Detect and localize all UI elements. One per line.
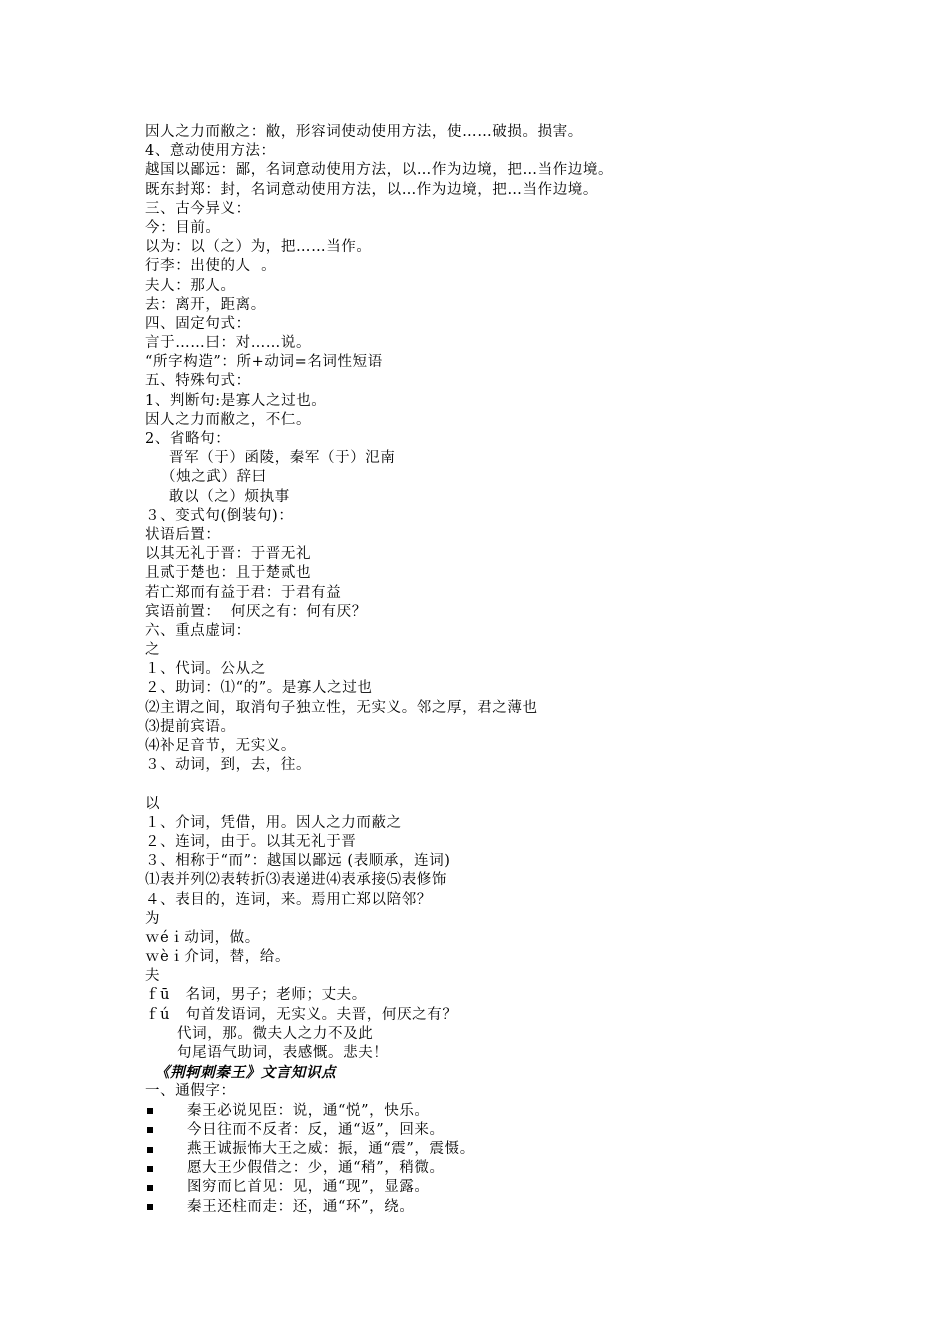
section-heading: 五、特殊句式： xyxy=(145,373,251,390)
text-line: 越国以鄙远：鄙，名词意动使用方法，以…作为边境，把…当作边境。 xyxy=(145,162,614,179)
section-heading: 4、意动使用方法： xyxy=(145,143,276,160)
bullet-icon xyxy=(147,1108,153,1114)
text-line: 句尾语气助词，表感慨。悲夫！ xyxy=(177,1045,389,1061)
text-line: 因人之力而敝之：敝，形容词使动使用方法，使……破损。损害。 xyxy=(145,124,583,140)
text-line: “所字构造”：所+动词=名词性短语 xyxy=(145,354,383,371)
list-item xyxy=(145,1198,905,1217)
text-line: ⑷补足音节，无实义。 xyxy=(145,738,296,754)
bullet-icon xyxy=(147,1127,153,1133)
list-item xyxy=(145,1140,905,1159)
text-line: 以为：以（之）为，把……当作。 xyxy=(145,239,372,256)
bullet-icon xyxy=(147,1185,153,1191)
text-line: 之 xyxy=(145,642,161,659)
text-line: ⑵主谓之间，取消句子独立性，无实义。邻之厚，君之薄也 xyxy=(145,699,538,716)
text-line: 晋军（于）函陵，秦军（于）氾南 xyxy=(169,450,396,467)
text-line: 因人之力而敝之，不仁。 xyxy=(145,411,312,428)
text-line: ｗèｉ介词，替，给。 xyxy=(145,949,291,966)
text-line: 以其无礼于晋：于晋无礼 xyxy=(145,546,312,563)
list-item-text: 秦王必说见臣：说，通“悦”，快乐。 xyxy=(187,1102,430,1119)
text-line: 2、省略句： xyxy=(145,431,231,447)
list-item xyxy=(145,1121,905,1140)
text-line: 敢以（之）烦执事 xyxy=(169,488,290,505)
text-line: １、代词。公从之 xyxy=(145,661,266,678)
list-item xyxy=(145,1178,905,1197)
list-item xyxy=(145,1159,905,1178)
text-line: 今：目前。 xyxy=(145,219,221,236)
blank-line xyxy=(145,775,905,794)
text-line: ｆū 名词，男子；老师；丈夫。 xyxy=(145,987,367,1004)
bullet-icon xyxy=(147,1166,153,1172)
list-item-text: 今日往而不反者：反，通“返”，回来。 xyxy=(187,1121,445,1138)
text-line: 行李：出使的人 。 xyxy=(145,258,277,275)
text-line: 为 xyxy=(145,910,161,927)
text-line: ⑶提前宾语。 xyxy=(145,718,236,735)
text-line: ⑴表并列⑵表转折⑶表递进⑷表承接⑸表修饰 xyxy=(145,872,447,889)
section-title: 《荆轲刺秦王》文言知识点 xyxy=(155,1064,337,1082)
text-line: ３、变式句(倒装句)： xyxy=(145,507,294,524)
text-line: 且贰于楚也：且于楚贰也 xyxy=(145,565,312,582)
text-line: 状语后置： xyxy=(145,526,221,543)
section-heading: 四、固定句式： xyxy=(145,315,251,332)
text-line: 去：离开，距离。 xyxy=(145,296,266,313)
list-item xyxy=(145,1102,905,1121)
text-line: （烛之武）辞曰 xyxy=(161,469,267,486)
list-item-text: 秦王还柱而走：还，通“环”，绕。 xyxy=(187,1198,415,1215)
text-line: 既东封郑：封，名词意动使用方法，以…作为边境，把…当作边境。 xyxy=(145,181,598,198)
text-line: ｗéｉ动词，做。 xyxy=(145,929,260,946)
text-line: 若亡郑而有益于君：于君有益 xyxy=(145,584,342,601)
text-line: ２、助词：⑴“的”。是寡人之过也 xyxy=(145,680,373,697)
text-line: ２、连词，由于。以其无礼于晋 xyxy=(145,833,357,850)
section-heading: 三、古今异义： xyxy=(145,200,251,217)
text-line: 以 xyxy=(145,795,161,812)
list-item-text: 图穷而匕首见：见，通“现”，显露。 xyxy=(187,1179,430,1196)
section-heading: 六、重点虚词： xyxy=(145,622,251,639)
bullet-icon xyxy=(147,1147,153,1153)
text-line: ３、相称于“而”：越国以鄙远 (表顺承，连词) xyxy=(145,853,451,870)
text-line: 夫人：那人。 xyxy=(145,277,236,294)
text-line: ４、表目的，连词，来。焉用亡郑以陪邻？ xyxy=(145,891,432,908)
list-item-text: 燕王诚振怖大王之威：振，通“震”，震慑。 xyxy=(187,1140,475,1157)
text-line: ｆú 句首发语词，无实义。夫晋，何厌之有？ xyxy=(145,1006,458,1023)
text-line: 1、判断句:是寡人之过也。 xyxy=(145,392,327,409)
section-heading: 一、通假字： xyxy=(145,1083,236,1100)
text-line: 宾语前置： 何厌之有：何有厌？ xyxy=(145,603,367,620)
document-page xyxy=(145,123,905,1217)
text-line: ３、动词，到，去，往。 xyxy=(145,757,312,774)
text-line: 代词，那。微夫人之力不及此 xyxy=(177,1025,374,1042)
list-item-text: 愿大王少假借之：少，通“稍”，稍微。 xyxy=(187,1160,445,1177)
bullet-icon xyxy=(147,1204,153,1210)
text-line: 言于……曰：对……说。 xyxy=(145,335,312,352)
text-line: 夫 xyxy=(145,968,161,985)
text-line: １、介词，凭借，用。因人之力而蔽之 xyxy=(145,814,402,831)
